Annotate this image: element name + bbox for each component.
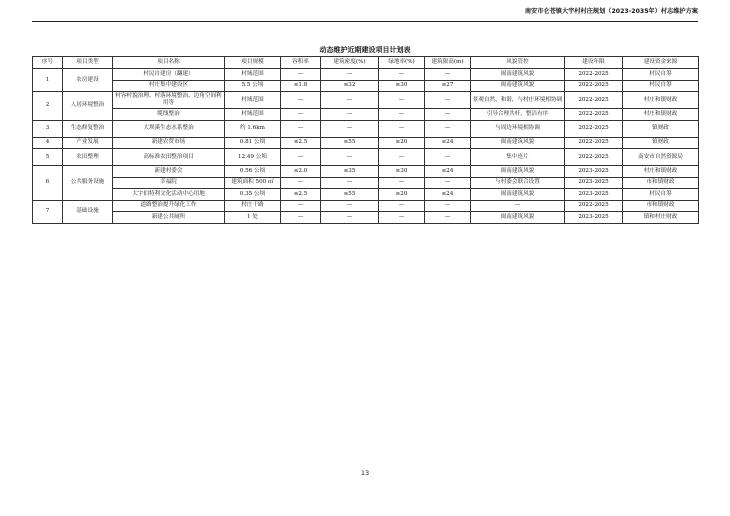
column-header: 容积率 xyxy=(281,57,321,69)
height-limit: ≤24 xyxy=(425,189,471,201)
column-header: 风貌管控 xyxy=(471,57,565,69)
construction-period: 2022-2025 xyxy=(565,137,623,149)
building-density: — xyxy=(321,92,379,109)
column-header: 项目规模 xyxy=(225,57,281,69)
building-density: — xyxy=(321,212,379,224)
floor-area-ratio: — xyxy=(281,212,321,224)
funding-source: 市和镇财政 xyxy=(623,177,699,189)
project-scale: 村域范围 xyxy=(225,69,281,81)
project-name: 幸福院 xyxy=(113,177,225,189)
funding-source: 市和镇财政 xyxy=(623,200,699,212)
green-ratio: — xyxy=(379,92,425,109)
building-density: ≤55 xyxy=(321,189,379,201)
project-name: 缆线整治 xyxy=(113,109,225,121)
floor-area-ratio: — xyxy=(281,92,321,109)
green-ratio: — xyxy=(379,120,425,137)
table-row xyxy=(33,80,699,92)
style-control: — xyxy=(471,200,565,212)
project-name: 大宇伯特利文化活动中心用地 xyxy=(113,189,225,201)
building-density: — xyxy=(321,177,379,189)
height-limit: — xyxy=(425,120,471,137)
green-ratio: — xyxy=(379,212,425,224)
project-scale: 0.56 公顷 xyxy=(225,166,281,178)
height-limit: — xyxy=(425,109,471,121)
table-row xyxy=(33,149,699,166)
style-control: 闽南建筑风貌 xyxy=(471,80,565,92)
group-number: 5 xyxy=(33,149,63,166)
table-row xyxy=(33,189,699,201)
floor-area-ratio: — xyxy=(281,120,321,137)
funding-source: 村庄和镇财政 xyxy=(623,166,699,178)
project-scale: 建筑面积 500 ㎡ xyxy=(225,177,281,189)
funding-source: 村庄和镇财政 xyxy=(623,109,699,121)
project-scale: 村域范围 xyxy=(225,109,281,121)
green-ratio: ≥30 xyxy=(379,166,425,178)
building-density: ≤35 xyxy=(321,166,379,178)
column-header: 建筑密度(%) xyxy=(321,57,379,69)
green-ratio: — xyxy=(379,149,425,166)
page-header xyxy=(32,6,698,22)
height-limit: — xyxy=(425,177,471,189)
building-density: — xyxy=(321,69,379,81)
column-header: 项目名称 xyxy=(113,57,225,69)
project-type: 公共服务设施 xyxy=(63,166,113,201)
project-type: 人居环境整治 xyxy=(63,92,113,121)
construction-period: 2023-2025 xyxy=(565,177,623,189)
construction-period: 2023-2025 xyxy=(565,212,623,224)
funding-source: 村民自筹 xyxy=(623,80,699,92)
height-limit: ≤24 xyxy=(425,137,471,149)
project-type: 基础设施 xyxy=(63,200,113,223)
style-control: 闽南建筑风貌 xyxy=(471,212,565,224)
height-limit: ≤27 xyxy=(425,80,471,92)
green-ratio: — xyxy=(379,200,425,212)
green-ratio: ≥20 xyxy=(379,137,425,149)
project-name: 大坝溪生态水系整治 xyxy=(113,120,225,137)
project-scale: 村域范围 xyxy=(225,92,281,109)
style-control: 与村委会联合设置 xyxy=(471,177,565,189)
group-number: 2 xyxy=(33,92,63,121)
height-limit: ≤24 xyxy=(425,166,471,178)
floor-area-ratio: — xyxy=(281,149,321,166)
construction-period: 2023-2025 xyxy=(565,189,623,201)
table-row xyxy=(33,212,699,224)
construction-period: 2022-2025 xyxy=(565,80,623,92)
table-row xyxy=(33,109,699,121)
funding-source: 村民自筹 xyxy=(623,189,699,201)
project-scale: 约 1.6km xyxy=(225,120,281,137)
column-header: 建设资金来源 xyxy=(623,57,699,69)
table-row xyxy=(33,120,699,137)
style-control: 闽南建筑风貌 xyxy=(471,189,565,201)
column-header: 建筑限高(m) xyxy=(425,57,471,69)
construction-period: 2022-2025 xyxy=(565,109,623,121)
table-title: 动态维护近期建设项目计划表 xyxy=(319,46,411,54)
group-number: 7 xyxy=(33,200,63,223)
building-density: — xyxy=(321,109,379,121)
funding-source: 镇财政 xyxy=(623,137,699,149)
floor-area-ratio: — xyxy=(281,69,321,81)
building-density: — xyxy=(321,149,379,166)
construction-period: 2022-2025 xyxy=(565,120,623,137)
project-type: 农田整理 xyxy=(63,149,113,166)
green-ratio: ≥30 xyxy=(379,80,425,92)
table-row xyxy=(33,137,699,149)
table-row xyxy=(33,200,699,212)
table-row xyxy=(33,177,699,189)
column-header: 建设年限 xyxy=(565,57,623,69)
column-header: 绿地率(%) xyxy=(379,57,425,69)
construction-period: 2022-2025 xyxy=(565,200,623,212)
project-plan-table xyxy=(32,56,699,224)
project-scale: 村庄干路 xyxy=(225,200,281,212)
height-limit: — xyxy=(425,92,471,109)
project-scale: 0.81 公顷 xyxy=(225,137,281,149)
project-name: 村容村貌治理、村落环境整治、边角空间利用等 xyxy=(113,92,225,109)
table-row xyxy=(33,92,699,109)
column-header: 序号 xyxy=(33,57,63,69)
building-density: — xyxy=(321,120,379,137)
style-control: 与周边环境相协调 xyxy=(471,120,565,137)
project-name: 新建农贸市场 xyxy=(113,137,225,149)
floor-area-ratio: — xyxy=(281,200,321,212)
funding-source: 镇财政 xyxy=(623,120,699,137)
group-number: 3 xyxy=(33,120,63,137)
floor-area-ratio: — xyxy=(281,177,321,189)
style-control: 闽南建筑风貌 xyxy=(471,137,565,149)
project-name: 道路整治提升绿化工作 xyxy=(113,200,225,212)
group-number: 6 xyxy=(33,166,63,201)
green-ratio: ≥20 xyxy=(379,189,425,201)
building-density: — xyxy=(321,200,379,212)
project-scale: 5.5 公顷 xyxy=(225,80,281,92)
project-type: 生态修复整治 xyxy=(63,120,113,137)
floor-area-ratio: — xyxy=(281,109,321,121)
table-row xyxy=(33,166,699,178)
funding-source: 南安市自然资源局 xyxy=(623,149,699,166)
construction-period: 2022-2025 xyxy=(565,149,623,166)
style-control: 引导合理共杆，整洁有序 xyxy=(471,109,565,121)
construction-period: 2022-2025 xyxy=(565,92,623,109)
project-name: 村民自建房（翻建） xyxy=(113,69,225,81)
style-control: 景观自然、和谐，与村庄环境相协调 xyxy=(471,92,565,109)
construction-period: 2022-2025 xyxy=(565,69,623,81)
green-ratio: — xyxy=(379,177,425,189)
height-limit: — xyxy=(425,149,471,166)
style-control: 闽南建筑风貌 xyxy=(471,69,565,81)
green-ratio: — xyxy=(379,109,425,121)
funding-source: 镇和村庄财政 xyxy=(623,212,699,224)
building-density: ≤55 xyxy=(321,137,379,149)
funding-source: 村庄和镇财政 xyxy=(623,92,699,109)
project-name: 村庄集中建设区 xyxy=(113,80,225,92)
height-limit: — xyxy=(425,200,471,212)
column-header: 项目类型 xyxy=(63,57,113,69)
document-header-title: 南安市仑苍镇大宇村村庄规划（2023-2035年）村志维护方案 xyxy=(524,8,698,15)
project-type: 产业发展 xyxy=(63,137,113,149)
height-limit: — xyxy=(425,69,471,81)
project-name: 新建公共厕所 xyxy=(113,212,225,224)
project-scale: 12.49 公顷 xyxy=(225,149,281,166)
page-number: 13 xyxy=(360,469,370,477)
floor-area-ratio: ≤1.8 xyxy=(281,80,321,92)
construction-period: 2023-2025 xyxy=(565,166,623,178)
style-control: 集中连片 xyxy=(471,149,565,166)
table-row xyxy=(33,69,699,81)
floor-area-ratio: ≤2.0 xyxy=(281,166,321,178)
project-name: 高标准农田整治项目 xyxy=(113,149,225,166)
table-header-row xyxy=(33,57,699,69)
floor-area-ratio: ≤2.5 xyxy=(281,189,321,201)
style-control: 闽南建筑风貌 xyxy=(471,166,565,178)
group-number: 1 xyxy=(33,69,63,92)
project-name: 新建村委会 xyxy=(113,166,225,178)
floor-area-ratio: ≤2.5 xyxy=(281,137,321,149)
project-scale: 1 处 xyxy=(225,212,281,224)
group-number: 4 xyxy=(33,137,63,149)
green-ratio: — xyxy=(379,69,425,81)
height-limit: — xyxy=(425,212,471,224)
building-density: ≤32 xyxy=(321,80,379,92)
project-scale: 0.35 公顷 xyxy=(225,189,281,201)
funding-source: 村民自筹 xyxy=(623,69,699,81)
project-type: 农房建设 xyxy=(63,69,113,92)
